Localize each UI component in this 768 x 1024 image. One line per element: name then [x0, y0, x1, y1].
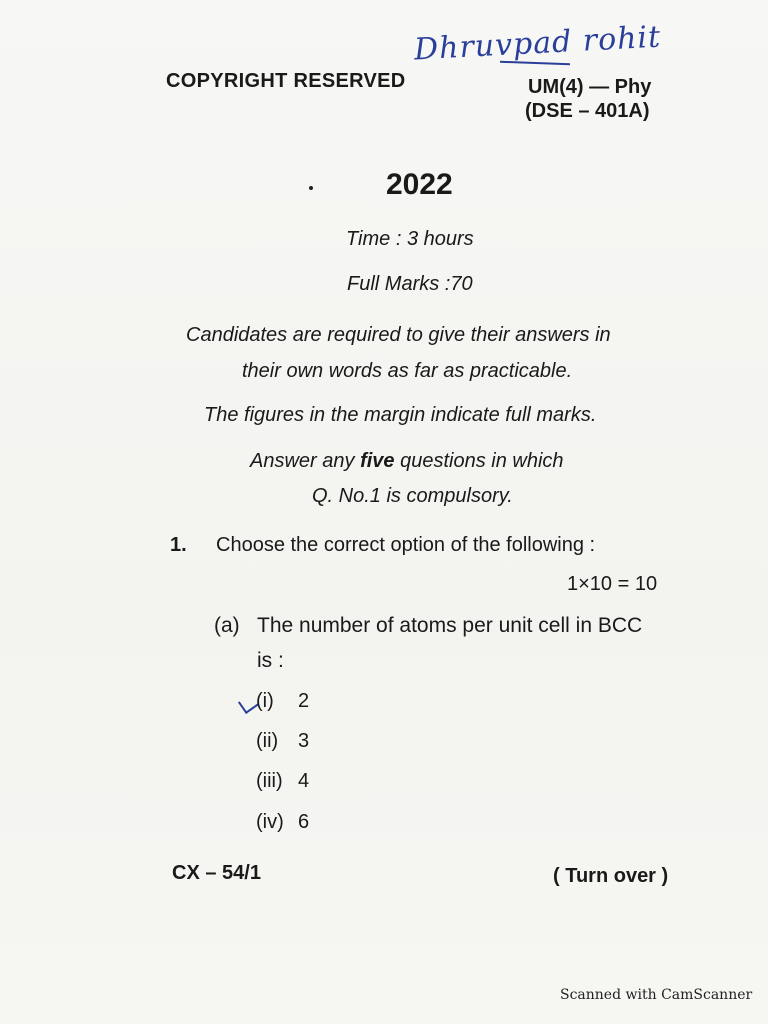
question-text: Choose the correct option of the following : [216, 534, 596, 556]
option-label: (i) [256, 690, 274, 712]
instruction-line-2: their own words as far as practicable. [242, 360, 573, 382]
copyright-notice: COPYRIGHT RESERVED [166, 70, 406, 92]
instruction-line-3: The figures in the margin indicate full marks. [204, 404, 597, 426]
exam-full-marks: Full Marks :70 [347, 273, 473, 295]
exam-time: Time : 3 hours [346, 228, 474, 250]
option-label: (ii) [256, 730, 279, 752]
option-value: 6 [298, 811, 310, 833]
option-value: 3 [298, 730, 310, 752]
scanner-watermark: Scanned with CamScanner [560, 987, 753, 1003]
paper-code: UM(4) — Phy [528, 76, 652, 98]
stray-dot [309, 186, 313, 190]
instruction-pre: Answer any [250, 450, 361, 472]
instruction-line-5: Q. No.1 is compulsory. [312, 485, 513, 507]
paper-subcode: (DSE – 401A) [525, 100, 650, 122]
instruction-post: questions in which [394, 450, 564, 472]
question-marks: 1×10 = 10 [567, 573, 658, 595]
option-value: 4 [298, 770, 310, 792]
subquestion-text-line-2: is : [257, 649, 284, 672]
exam-year: 2022 [386, 168, 453, 201]
instruction-line-1: Candidates are required to give their answers in [186, 324, 611, 346]
subquestion-text-line-1: The number of atoms per unit cell in BCC [257, 614, 643, 637]
turn-over-note: ( Turn over ) [553, 865, 669, 887]
option-value: 2 [298, 690, 310, 712]
question-number: 1. [170, 534, 187, 556]
footer-paper-code: CX – 54/1 [172, 862, 261, 884]
instruction-emphasis: five [360, 450, 395, 472]
instruction-line-4 [250, 450, 564, 473]
option-label: (iii) [256, 770, 283, 792]
subquestion-label: (a) [214, 614, 240, 637]
handwritten-signature: Dhruvpad rohit [413, 19, 662, 68]
option-label: (iv) [256, 811, 284, 833]
